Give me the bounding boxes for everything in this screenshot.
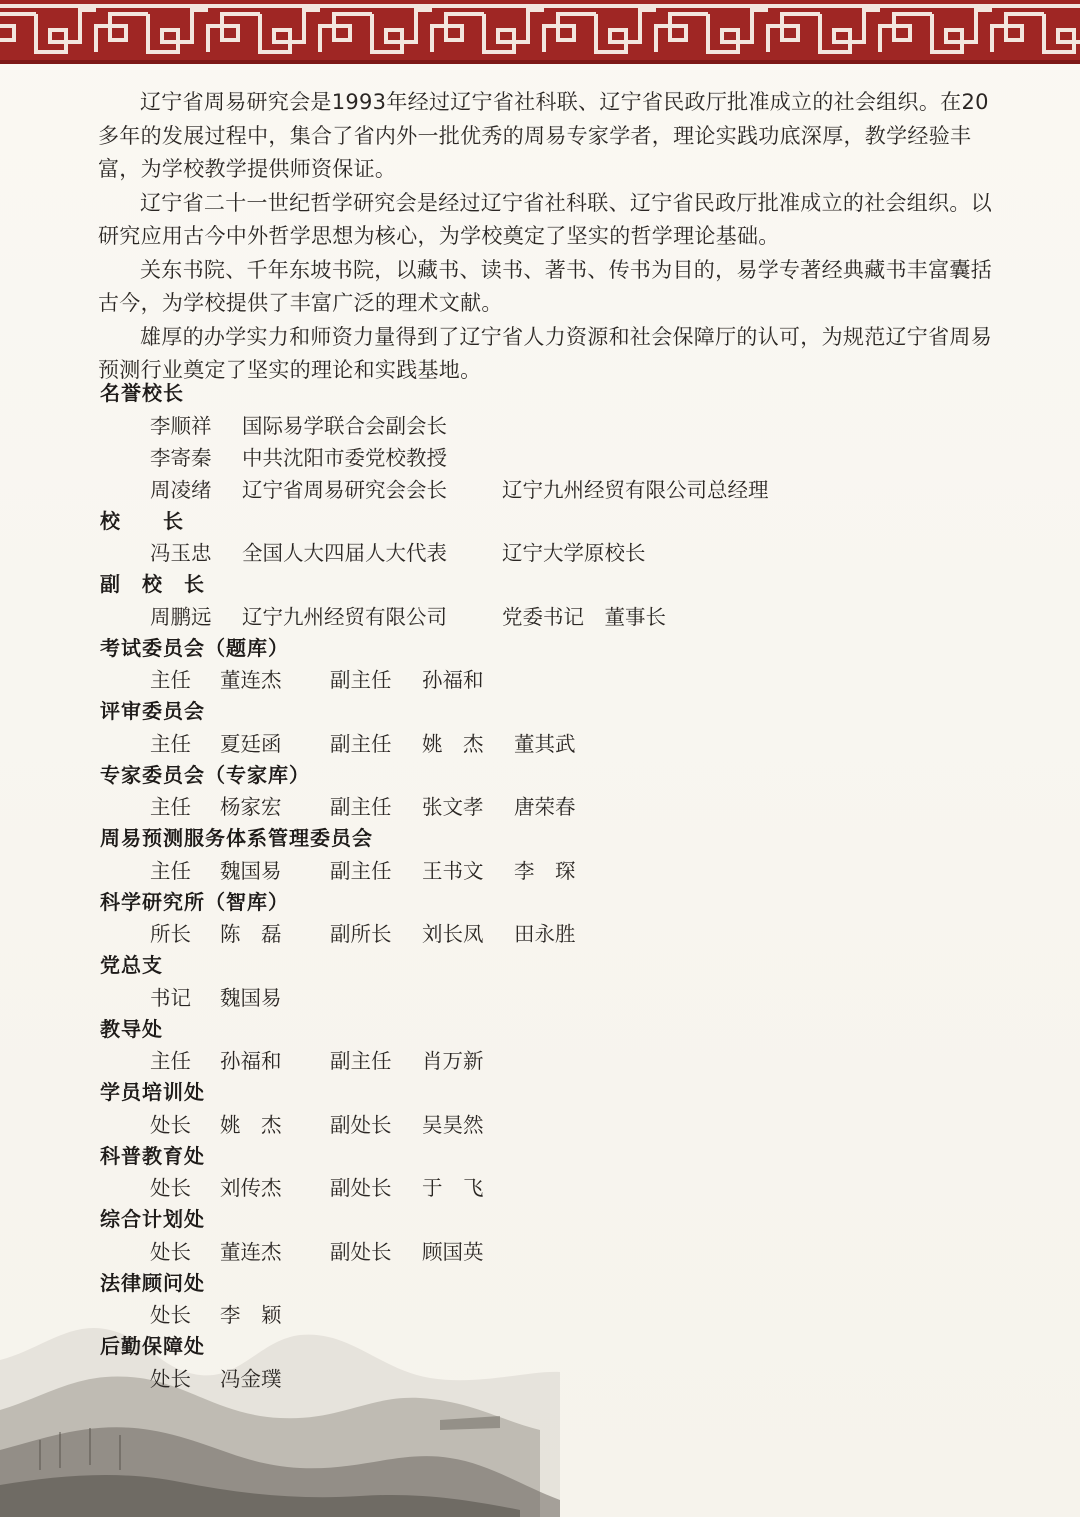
section-expert-committee [100,760,1010,824]
post-label: 处长 [150,1112,191,1137]
roster-row [100,1109,1010,1141]
post-label: 副处长 [330,1176,392,1200]
roster-row [100,537,1010,569]
person-name: 吴昊然 [422,1112,484,1137]
roster-row [100,855,1010,887]
roster-row [100,442,1010,474]
post-label: 所长 [150,922,191,946]
section-service-committee [100,823,1010,887]
person-name: 周凌绪 [150,477,212,502]
section-title: 评审委员会 [100,699,205,723]
roster-row [100,1299,1010,1331]
section-review-committee [100,696,1010,760]
post-label: 副处长 [330,1239,392,1264]
staff-roster [100,378,1010,1395]
person-title: 全国人大四届人大代表 [242,541,447,565]
roster-row [100,1236,1010,1268]
person-name: 李 琛 [514,858,576,883]
person-name: 田永胜 [514,922,576,946]
section-honorary-principal [100,378,1010,506]
person-name: 董连杰 [220,668,282,692]
person-name: 刘传杰 [220,1176,282,1200]
person-title: 辽宁九州经贸有限公司 [242,604,447,629]
section-title: 名誉校长 [100,381,184,405]
person-name: 孙福和 [220,1049,282,1073]
section-principal [100,506,1010,570]
post-label: 处长 [150,1366,191,1391]
person-name: 夏廷函 [220,731,282,756]
person-name: 姚 杰 [220,1112,282,1137]
person-title: 中共沈阳市委党校教授 [242,445,447,470]
person-name: 李 颖 [220,1303,282,1327]
post-label: 副主任 [330,858,392,883]
person-name: 李顺祥 [150,413,212,438]
person-name: 唐荣春 [514,795,576,819]
post-label: 主任 [150,731,191,756]
section-planning-office [100,1204,1010,1268]
roster-row [100,791,1010,823]
roster-row [100,1172,1010,1204]
person-name: 王书文 [422,858,484,883]
roster-row [100,728,1010,760]
post-label: 主任 [150,795,191,819]
section-science-edu-office [100,1141,1010,1205]
section-training-office [100,1077,1010,1141]
section-title: 副 校 长 [100,572,205,596]
roster-row [100,982,1010,1014]
section-title: 后勤保障处 [100,1334,205,1358]
section-vice-principal [100,569,1010,633]
person-name: 顾国英 [422,1239,484,1264]
post-label: 书记 [150,985,191,1010]
post-label: 副主任 [330,731,392,756]
intro-text [98,86,1008,388]
post-label: 副主任 [330,668,392,692]
intro-paragraph-2: 辽宁省二十一世纪哲学研究会是经过辽宁省社科联、辽宁省民政厅批准成立的社会组织。以研究应用古今中外哲学思想为核心，为学校奠定了坚实的哲学理论基础。 [98,190,992,248]
section-exam-committee [100,633,1010,697]
post-label: 副所长 [330,922,392,946]
post-label: 处长 [150,1239,191,1264]
person-name: 陈 磊 [220,922,282,946]
section-party-branch [100,950,1010,1014]
intro-paragraph-4: 雄厚的办学实力和师资力量得到了辽宁省人力资源和社会保障厅的认可，为规范辽宁省周易预测行业奠定了坚实的理论和实践基地。 [98,324,992,382]
person-name: 李寄秦 [150,445,212,470]
person-name: 姚 杰 [422,731,484,756]
section-title: 党总支 [100,953,163,977]
intro-paragraph-1: 辽宁省周易研究会是1993年经过辽宁省社科联、辽宁省民政厅批准成立的社会组织。在20多年的发展过程中，集合了省内外一批优秀的周易专家学者，理论实践功底深厚，教学经验丰富，为学校教学提供师资保证。 [98,90,989,181]
post-label: 主任 [150,668,191,692]
lattice-border [0,0,1080,66]
person-name: 周鹏远 [150,604,212,629]
person-name: 魏国易 [220,858,282,883]
section-title: 科普教育处 [100,1143,205,1168]
section-title: 学员培训处 [100,1080,205,1104]
roster-row [100,410,1010,442]
roster-row [100,1045,1010,1077]
person-name: 董连杰 [220,1239,282,1264]
post-label: 处长 [150,1303,191,1327]
person-title: 国际易学联合会副会长 [242,413,447,438]
section-title: 周易预测服务体系管理委员会 [100,826,373,850]
section-title: 法律顾问处 [100,1270,205,1295]
person-title: 辽宁省周易研究会会长 [242,477,447,502]
person-name: 孙福和 [422,668,484,692]
section-logistics-office [100,1331,1010,1395]
person-name: 张文孝 [422,795,484,819]
person-title-2: 辽宁大学原校长 [502,541,646,565]
roster-row [100,601,1010,633]
roster-row [100,664,1010,696]
post-label: 副处长 [330,1112,392,1137]
person-title-2: 辽宁九州经贸有限公司总经理 [502,477,769,502]
post-label: 处长 [150,1176,191,1200]
person-name: 魏国易 [220,985,282,1010]
post-label: 主任 [150,858,191,883]
person-name: 冯金璞 [220,1366,282,1391]
person-name: 冯玉忠 [150,541,212,565]
section-teaching-office [100,1014,1010,1078]
intro-paragraph-3: 关东书院、千年东坡书院，以藏书、读书、著书、传书为目的，易学专著经典藏书丰富囊括古今，为学校提供了丰富广泛的理术文献。 [98,257,992,315]
post-label: 主任 [150,1049,191,1073]
section-title: 校 长 [100,508,184,533]
person-name: 杨家宏 [220,795,282,819]
section-title: 科学研究所（智库） [100,889,289,914]
roster-row [100,474,1010,506]
post-label: 副主任 [330,1049,392,1073]
section-legal-office [100,1268,1010,1332]
section-title: 专家委员会（专家库） [100,762,310,787]
post-label: 副主任 [330,795,392,819]
section-research-institute [100,887,1010,951]
person-name: 刘长凤 [422,922,484,946]
roster-row [100,1363,1010,1395]
person-name: 肖万新 [422,1049,484,1073]
section-title: 综合计划处 [100,1207,205,1231]
person-name: 于 飞 [422,1176,484,1200]
person-name: 董其武 [514,731,576,756]
section-title: 教导处 [100,1016,163,1041]
section-title: 考试委员会（题库） [100,635,289,660]
person-title-2: 党委书记 董事长 [502,604,666,629]
roster-row [100,918,1010,950]
